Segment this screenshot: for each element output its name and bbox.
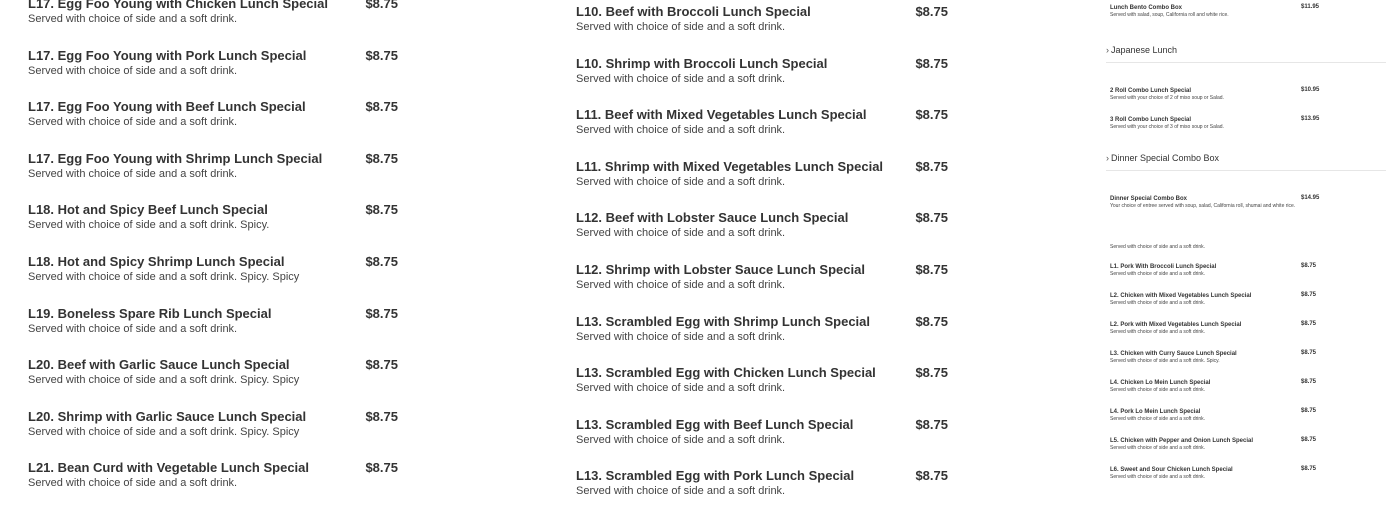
- item-price: $14.95: [1301, 195, 1320, 201]
- item-name: Dinner Special Combo Box: [1110, 196, 1188, 202]
- item-description: Served with choice of side and a soft drink. Spicy. Spicy: [28, 425, 300, 438]
- item-name: L17. Egg Foo Young with Beef Lunch Special: [28, 99, 306, 115]
- item-price: $8.75: [915, 468, 948, 484]
- item-name: L2. Chicken with Mixed Vegetables Lunch Special: [1110, 293, 1252, 299]
- item-description: Served with choice of side and a soft drink.: [576, 433, 786, 446]
- item-name: L17. Egg Foo Young with Chicken Lunch Special: [28, 0, 328, 11]
- item-price: $8.75: [1301, 350, 1317, 356]
- item-name: L2. Pork with Mixed Vegetables Lunch Special: [1110, 322, 1242, 328]
- item-name: L11. Shrimp with Mixed Vegetables Lunch Special: [576, 158, 884, 174]
- menu-column-middle: [576, 0, 948, 514]
- menu-item[interactable]: [1106, 408, 1386, 437]
- item-price: $8.75: [915, 107, 948, 123]
- menu-item[interactable]: [1106, 466, 1386, 495]
- item-description: Served with choice of side and a soft drink.: [28, 64, 238, 77]
- menu-item[interactable]: [1106, 4, 1386, 30]
- item-description: Served with choice of side and a soft drink.: [576, 278, 786, 291]
- item-name: L13. Scrambled Egg with Pork Lunch Special: [576, 468, 855, 484]
- item-price: $8.75: [1301, 408, 1317, 414]
- item-name: L20. Shrimp with Garlic Sauce Lunch Special: [28, 408, 307, 424]
- menu-item[interactable]: [1106, 116, 1386, 138]
- menu-item[interactable]: [28, 196, 398, 248]
- item-description: Served with choice of side and a soft drink.: [1110, 300, 1206, 306]
- menu-item[interactable]: [1106, 263, 1386, 292]
- item-price: $8.75: [365, 47, 398, 63]
- item-name: L4. Chicken Lo Mein Lunch Special: [1110, 380, 1211, 386]
- item-name: L10. Shrimp with Broccoli Lunch Special: [576, 55, 828, 71]
- menu-item[interactable]: [576, 308, 948, 360]
- item-description: Served with your choice of 3 of miso soup or Salad.: [1110, 124, 1224, 130]
- item-description: Served with choice of side and a soft drink.: [1110, 445, 1206, 451]
- menu-item[interactable]: [1106, 195, 1386, 243]
- menu-item[interactable]: [28, 454, 398, 506]
- lunch-items-list: [1106, 263, 1386, 495]
- item-price: $8.75: [1301, 292, 1317, 298]
- item-name: L17. Egg Foo Young with Shrimp Lunch Special: [28, 150, 323, 166]
- item-description: Served with choice of side and a soft drink.: [1110, 244, 1206, 250]
- menu-item[interactable]: [576, 256, 948, 308]
- item-name: L13. Scrambled Egg with Chicken Lunch Special: [576, 365, 876, 381]
- item-price: $8.75: [1301, 437, 1317, 443]
- item-price: $8.75: [1301, 263, 1317, 269]
- item-description: Your choice of entree served with soup, salad, California roll, shumai and white rice.: [1110, 203, 1296, 209]
- item-name: L18. Hot and Spicy Shrimp Lunch Special: [28, 253, 285, 269]
- item-description: Served with choice of side and a soft drink. Spicy.: [28, 219, 270, 232]
- item-description: Served with choice of side and a soft drink.: [576, 330, 786, 343]
- item-description: Served with choice of side and a soft drink.: [576, 124, 786, 137]
- item-price: $8.75: [915, 313, 948, 329]
- item-description: Served with choice of side and a soft drink.: [1110, 271, 1206, 277]
- item-name: L13. Scrambled Egg with Beef Lunch Special: [576, 416, 854, 432]
- menu-item[interactable]: [28, 403, 398, 455]
- item-price: $8.75: [365, 460, 398, 476]
- menu-item[interactable]: [1106, 350, 1386, 379]
- item-description: Served with choice of side and a soft drink.: [28, 13, 238, 25]
- item-price: $8.75: [365, 253, 398, 269]
- item-name: L12. Beef with Lobster Sauce Lunch Special: [576, 210, 849, 226]
- item-price: $8.75: [365, 357, 398, 373]
- item-name: Lunch Bento Combo Box: [1110, 5, 1182, 11]
- item-description: Served with salad, soup, California roll and white rice.: [1110, 12, 1229, 18]
- menu-item[interactable]: [28, 42, 398, 94]
- item-name: L21. Bean Curd with Vegetable Lunch Special: [28, 460, 310, 476]
- item-name: L18. Hot and Spicy Beef Lunch Special: [28, 202, 268, 218]
- menu-item[interactable]: [576, 0, 948, 50]
- item-description: Served with choice of side and a soft drink. Spicy.: [1110, 358, 1220, 364]
- item-price: $8.75: [915, 4, 948, 19]
- item-name: L6. Sweet and Sour Chicken Lunch Special: [1110, 467, 1233, 473]
- item-name: L12. Shrimp with Lobster Sauce Lunch Special: [576, 261, 865, 277]
- section-dinner-special[interactable]: [1106, 146, 1386, 171]
- menu-item[interactable]: [576, 101, 948, 153]
- section-japanese-lunch[interactable]: [1106, 38, 1386, 63]
- item-name: L1. Pork With Broccoli Lunch Special: [1110, 264, 1217, 270]
- item-name: L10. Beef with Broccoli Lunch Special: [576, 4, 811, 19]
- menu-item[interactable]: [28, 93, 398, 145]
- menu-item[interactable]: [28, 0, 398, 42]
- item-description: Served with choice of side and a soft drink.: [1110, 474, 1206, 480]
- menu-item[interactable]: [28, 145, 398, 197]
- menu-item[interactable]: [1106, 321, 1386, 350]
- menu-item[interactable]: [1106, 437, 1386, 466]
- menu-item[interactable]: [1106, 292, 1386, 321]
- item-description: Served with choice of side and a soft drink.: [1110, 329, 1206, 335]
- item-name: L11. Beef with Mixed Vegetables Lunch Special: [576, 107, 867, 123]
- item-price: $8.75: [915, 416, 948, 432]
- menu-column-right: [1106, 0, 1386, 495]
- item-price: $8.75: [365, 408, 398, 424]
- item-price: $8.75: [365, 0, 398, 11]
- item-description: Served with choice of side and a soft drink.: [1110, 416, 1206, 422]
- item-price: $8.75: [915, 55, 948, 71]
- item-description: Served with choice of side and a soft drink.: [1110, 387, 1206, 393]
- item-price: $8.75: [1301, 466, 1317, 472]
- item-description: Served with choice of side and a soft drink. Spicy. Spicy: [28, 270, 300, 283]
- item-name: L19. Boneless Spare Rib Lunch Special: [28, 305, 272, 321]
- item-name: L5. Chicken with Pepper and Onion Lunch Special: [1110, 438, 1254, 444]
- item-description: Served with choice of side and a soft drink.: [576, 21, 786, 33]
- item-description: Served with choice of side and a soft drink.: [28, 477, 238, 490]
- chevron-right-icon: ›: [1106, 153, 1109, 163]
- item-price: $8.75: [365, 99, 398, 115]
- item-price: $11.95: [1301, 4, 1320, 10]
- item-description: Served with choice of side and a soft drink.: [28, 167, 238, 180]
- item-price: $10.95: [1301, 87, 1320, 93]
- item-price: $8.75: [365, 150, 398, 166]
- item-description: Served with choice of side and a soft drink.: [28, 116, 238, 129]
- item-price: $8.75: [365, 305, 398, 321]
- section-title: Japanese Lunch: [1111, 45, 1178, 55]
- item-price: $8.75: [1301, 379, 1317, 385]
- item-description: Served with choice of side and a soft drink. Spicy. Spicy: [28, 374, 300, 387]
- item-name: 2 Roll Combo Lunch Special: [1110, 88, 1192, 94]
- menu-item[interactable]: [1106, 87, 1386, 116]
- item-price: $8.75: [915, 261, 948, 277]
- menu-item[interactable]: [576, 359, 948, 411]
- item-description: Served with choice of side and a soft drink.: [576, 485, 786, 498]
- menu-item[interactable]: [28, 248, 398, 300]
- item-price: $8.75: [915, 158, 948, 174]
- menu-item[interactable]: [576, 204, 948, 256]
- item-price: $8.75: [365, 202, 398, 218]
- menu-column-left: [28, 0, 398, 506]
- item-price: $13.95: [1301, 116, 1320, 122]
- chevron-right-icon: ›: [1106, 45, 1109, 55]
- menu-item[interactable]: [576, 462, 948, 514]
- item-name: L3. Chicken with Curry Sauce Lunch Special: [1110, 351, 1237, 357]
- menu-item[interactable]: [576, 153, 948, 205]
- item-name: L4. Pork Lo Mein Lunch Special: [1110, 409, 1201, 415]
- item-name: L20. Beef with Garlic Sauce Lunch Special: [28, 357, 290, 373]
- item-price: $8.75: [1301, 321, 1317, 327]
- menu-item[interactable]: [576, 411, 948, 463]
- item-description: Served with your choice of 2 of miso soup or Salad.: [1110, 95, 1224, 101]
- menu-item[interactable]: [28, 300, 398, 352]
- section-title: Dinner Special Combo Box: [1111, 153, 1220, 163]
- item-name: L13. Scrambled Egg with Shrimp Lunch Special: [576, 313, 871, 329]
- item-description: Served with choice of side and a soft drink.: [576, 72, 786, 85]
- item-price: $8.75: [915, 210, 948, 226]
- menu-item[interactable]: [576, 50, 948, 102]
- item-price: $8.75: [915, 365, 948, 381]
- menu-item[interactable]: [1106, 379, 1386, 408]
- item-description: Served with choice of side and a soft drink.: [28, 322, 238, 335]
- item-name: L17. Egg Foo Young with Pork Lunch Special: [28, 47, 307, 63]
- menu-item[interactable]: [28, 351, 398, 403]
- item-description: Served with choice of side and a soft drink.: [576, 382, 786, 395]
- item-description: Served with choice of side and a soft drink.: [576, 175, 786, 188]
- item-description: Served with choice of side and a soft drink.: [576, 227, 786, 240]
- item-name: 3 Roll Combo Lunch Special: [1110, 117, 1192, 123]
